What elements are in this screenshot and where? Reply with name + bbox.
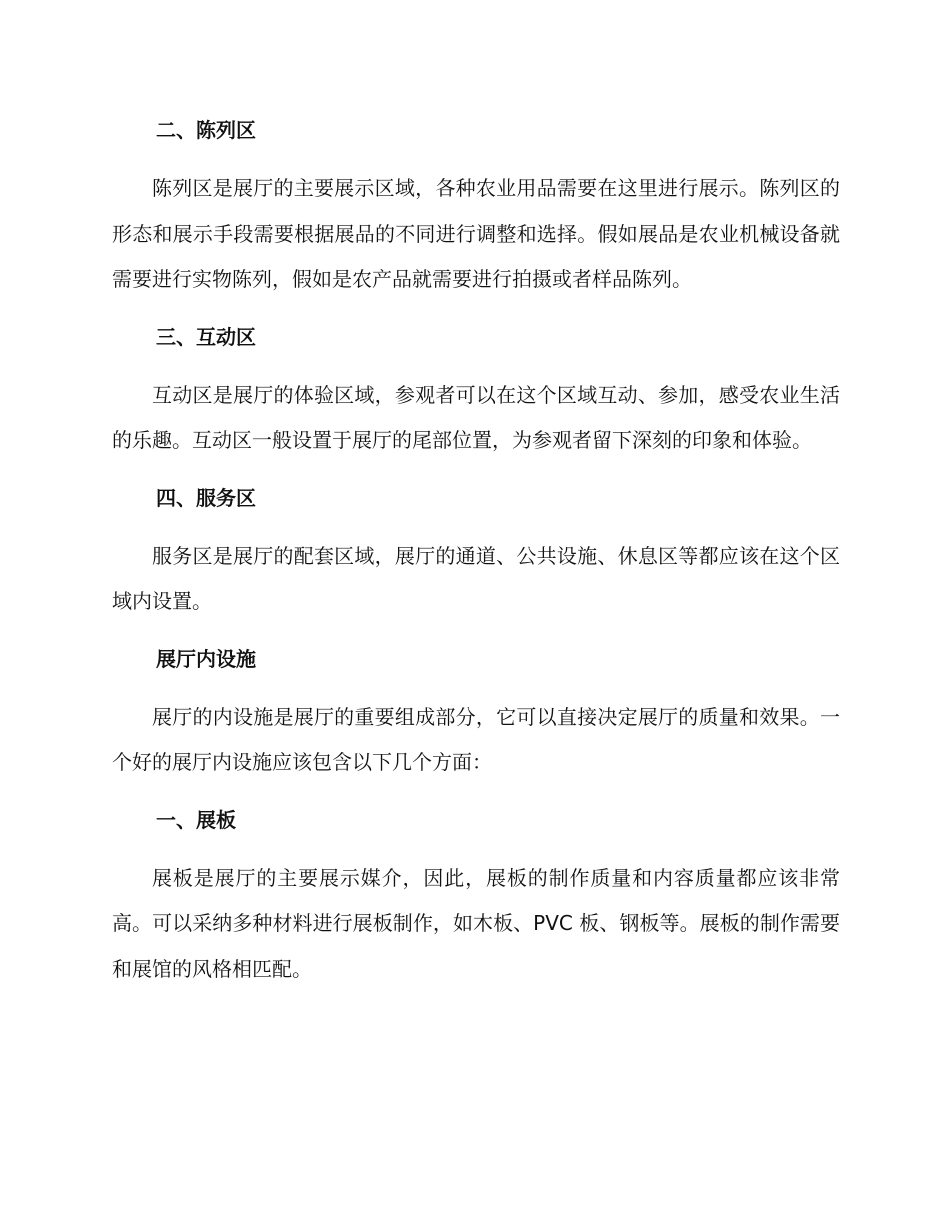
section-heading-display-boards: 一、展板 [156,807,236,832]
section-heading-service-area: 四、服务区 [156,485,256,510]
paragraph-interactive-area: 互动区是展厅的体验区域，参观者可以在这个区域互动、参加，感受农业生活的乐趣。互动区一般设置于展厅的尾部位置，为参观者留下深刻的印象和体验。 [112,382,840,452]
section-heading-display-area: 二、陈列区 [156,118,256,142]
section-heading-interactive-area: 三、互动区 [156,324,256,349]
document-body [112,108,840,992]
paragraph-service-area: 服务区是展厅的配套区域，展厅的通道、公共设施、休息区等都应该在这个区域内设置。 [112,543,840,613]
paragraph-display-boards: 展板是展厅的主要展示媒介，因此，展板的制作质量和内容质量都应该非常高。可以采纳多种材料进行展板制作，如木板、PVC 板、钢板等。展板的制作需要和展馆的风格相匹配。 [112,865,840,981]
paragraph-hall-facilities: 展厅的内设施是展厅的重要组成部分，它可以直接决定展厅的质量和效果。一个好的展厅内设施应该包含以下几个方面： [112,704,840,774]
section-heading-hall-facilities: 展厅内设施 [156,646,256,671]
paragraph-display-area: 陈列区是展厅的主要展示区域，各种农业用品需要在这里进行展示。陈列区的形态和展示手段需要根据展品的不同进行调整和选择。假如展品是农业机械设备就需要进行实物陈列，假如是农产品就需要进行拍摄或者样品陈列。 [112,176,840,291]
